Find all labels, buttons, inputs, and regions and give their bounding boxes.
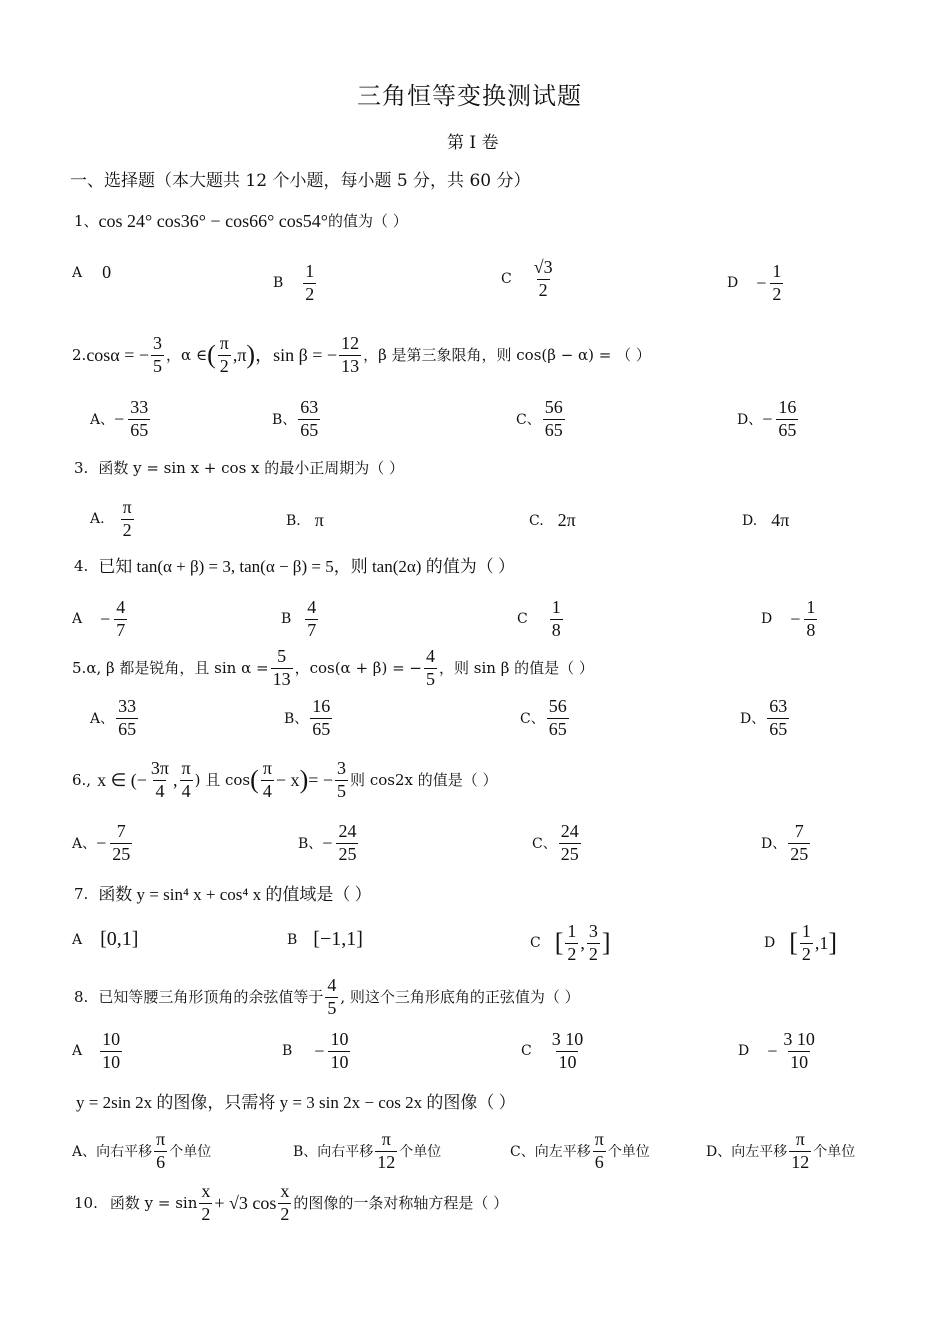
fraction: $\frac{x}{2}$ xyxy=(201,1181,211,1224)
fraction: $\frac{3}{5}$ xyxy=(153,333,163,376)
option-b[interactable]: B $\frac{1}{2}$ xyxy=(273,261,315,304)
fraction: $\frac{x}{2}$ xyxy=(280,1181,290,1224)
question-1 xyxy=(74,212,408,230)
option-c[interactable]: C、 $\frac{56}{65}$ xyxy=(520,696,567,739)
fraction: $\frac{7}{25}$ xyxy=(112,821,131,864)
fraction: $\frac{1}{2}$ xyxy=(305,261,315,304)
option-a[interactable]: A、 − $\frac{7}{25}$ xyxy=(72,821,131,864)
option-a[interactable]: A $\frac{10}{10}$ xyxy=(72,1029,121,1072)
question-10: 10. 函数 y = sin $\frac{x}{2}$ + √3 cos $\frac{x}{2}$ 的图像的一条对称轴方程是（ ） xyxy=(74,1181,509,1224)
option-d[interactable]: D − $\frac{1}{8}$ xyxy=(761,597,816,640)
fraction: $\frac{1}{2}$ xyxy=(567,921,577,964)
fraction: $\frac{\pi}{6}$ xyxy=(594,1129,604,1172)
fraction: $\frac{16}{65}$ xyxy=(312,696,331,739)
option-b[interactable]: B、 − $\frac{24}{25}$ xyxy=(298,821,357,864)
option-d[interactable]: D. 4π xyxy=(742,510,790,530)
option-a[interactable]: A、向右平移 $\frac{\pi}{6}$ 个单位 xyxy=(72,1129,212,1172)
question-5: 5. α, β 都是锐角，且 sin α = $\frac{5}{13}$ ，cos(α + β) = − $\frac{4}{5}$ ，则 sin β 的值是（ ） xyxy=(72,646,594,689)
page-title: 三角恒等变换测试题 xyxy=(357,82,582,110)
option-d[interactable]: D [ $\frac{1}{2}$ ,1 ] xyxy=(764,921,838,964)
fraction: $\frac{\pi}{12}$ xyxy=(377,1129,396,1172)
fraction: $\frac{10}{10}$ xyxy=(330,1029,349,1072)
option-c[interactable]: C $\frac{3 10}{10}$ xyxy=(521,1029,584,1072)
fraction: $\frac{\pi}{2}$ xyxy=(122,497,132,540)
fraction: $\frac{1}{2}$ xyxy=(772,261,782,304)
option-a[interactable]: A − $\frac{4}{7}$ xyxy=(72,597,126,640)
option-a[interactable]: A [0,1] xyxy=(72,928,139,950)
question-number: 1、 xyxy=(74,211,99,230)
option-c[interactable]: C、 $\frac{56}{65}$ xyxy=(516,397,563,440)
fraction: $\frac{63}{65}$ xyxy=(769,696,788,739)
option-d[interactable]: D、 $\frac{7}{25}$ xyxy=(761,821,809,864)
option-d[interactable]: D、 − $\frac{16}{65}$ xyxy=(737,397,797,440)
fraction: $\frac{33}{65}$ xyxy=(118,696,137,739)
option-a[interactable]: A 0 xyxy=(72,262,112,282)
fraction: $\frac{\pi}{4}$ xyxy=(181,758,191,801)
fraction: $\frac{33}{65}$ xyxy=(130,397,149,440)
fraction: $\frac{4}{5}$ xyxy=(426,646,435,689)
fraction: $\frac{3 10}{10}$ xyxy=(783,1029,815,1072)
option-b[interactable]: B、 $\frac{16}{65}$ xyxy=(284,696,331,739)
option-c[interactable]: C $\frac{√3}{2}$ xyxy=(501,257,553,300)
question-9: y = 2sin 2x 的图像，只需将 y = 3 sin 2x − cos 2x 的图像（ ） xyxy=(76,1093,516,1112)
fraction: $\frac{56}{65}$ xyxy=(548,696,567,739)
option-d[interactable]: D、 $\frac{63}{65}$ xyxy=(740,696,788,739)
option-c[interactable]: C、 $\frac{24}{25}$ xyxy=(532,821,579,864)
fraction: $\frac{\pi}{4}$ xyxy=(262,758,272,801)
fraction: $\frac{4}{7}$ xyxy=(116,597,126,640)
option-b[interactable]: B、 $\frac{63}{65}$ xyxy=(272,397,319,440)
option-a[interactable]: A、 $\frac{33}{65}$ xyxy=(90,696,137,739)
question-4: 4. 已知 tan(α + β) = 3, tan(α − β) = 5，则 tan(2α) 的值为（ ） xyxy=(74,557,515,576)
option-c[interactable]: C、向左平移 $\frac{\pi}{6}$ 个单位 xyxy=(510,1129,650,1172)
fraction: $\frac{4}{7}$ xyxy=(307,597,317,640)
fraction: $\frac{4}{5}$ xyxy=(327,975,337,1018)
fraction: $\frac{3 10}{10}$ xyxy=(551,1029,584,1072)
question-6: 6., x ∈ (− $\frac{3\pi}{4}$ , $\frac{\pi}{4}$ ) 且 cos ( $\frac{\pi}{4}$ − x ) = − $\frac{3}{5}$ 则 cos2x 的值是（ ） xyxy=(72,758,498,801)
option-d[interactable]: D、向左平移 $\frac{\pi}{12}$ 个单位 xyxy=(706,1129,856,1172)
fraction: $\frac{5}{13}$ xyxy=(272,646,291,689)
question-7: 7. 函数 y = sin⁴ x + cos⁴ x 的值域是（ ） xyxy=(74,885,372,904)
option-a[interactable]: A、 − $\frac{33}{65}$ xyxy=(90,397,149,440)
option-b[interactable]: B [−1,1] xyxy=(287,928,363,950)
fraction: $\frac{\pi}{6}$ xyxy=(156,1129,166,1172)
fraction: $\frac{56}{65}$ xyxy=(544,397,563,440)
fraction: $\frac{1}{2}$ xyxy=(801,921,811,964)
option-d[interactable]: D − $\frac{1}{2}$ xyxy=(727,261,782,304)
option-b[interactable]: B − $\frac{10}{10}$ xyxy=(282,1029,349,1072)
option-c[interactable]: C [ $\frac{1}{2}$ , $\frac{3}{2}$ ] xyxy=(530,921,611,964)
option-d[interactable]: D − $\frac{3 10}{10}$ xyxy=(738,1029,815,1072)
fraction: $\frac{\pi}{12}$ xyxy=(791,1129,810,1172)
option-b[interactable]: B、向右平移 $\frac{\pi}{12}$ 个单位 xyxy=(293,1129,442,1172)
question-8: 8. 已知等腰三角形顶角的余弦值等于 $\frac{4}{5}$ , 则这个三角形底角的正弦值为（ ） xyxy=(74,975,580,1018)
fraction: $\frac{3}{5}$ xyxy=(337,758,347,801)
question-3: 3. 函数 y = sin x + cos x 的最小正周期为（ ） xyxy=(74,459,405,477)
volume-label: 第 I 卷 xyxy=(447,133,499,153)
option-b[interactable]: B $\frac{4}{7}$ xyxy=(281,597,317,640)
fraction: $\frac{16}{65}$ xyxy=(778,397,797,440)
fraction: $\frac{24}{25}$ xyxy=(338,821,357,864)
option-a[interactable]: A. $\frac{\pi}{2}$ xyxy=(90,497,132,540)
fraction: $\frac{3}{2}$ xyxy=(588,921,598,964)
fraction: $\frac{3\pi}{4}$ xyxy=(150,758,170,801)
fraction: $\frac{12}{13}$ xyxy=(341,333,360,376)
question-2: 2. cosα = − $\frac{3}{5}$ ，α ∈ ( $\frac{\pi}{2}$ ,π ) ，sin β = − $\frac{12}{13}$ ，β 是第三象限角，则 cos(β − α) = （ ） xyxy=(72,333,651,376)
fraction: $\frac{1}{8}$ xyxy=(551,597,561,640)
fraction: $\frac{63}{65}$ xyxy=(300,397,319,440)
fraction: $\frac{7}{25}$ xyxy=(790,821,809,864)
fraction: $\frac{24}{25}$ xyxy=(560,821,579,864)
fraction: $\frac{√3}{2}$ xyxy=(533,257,553,300)
section-heading: 一、选择题（本大题共 12 个小题，每小题 5 分，共 60 分） xyxy=(70,171,531,191)
option-c[interactable]: C. 2π xyxy=(529,510,576,530)
question-tail: 的值为（ ） xyxy=(327,211,408,230)
fraction: $\frac{\pi}{2}$ xyxy=(219,333,229,376)
fraction: $\frac{1}{8}$ xyxy=(806,597,816,640)
fraction: $\frac{10}{10}$ xyxy=(102,1029,121,1072)
question-expression: cos 24° cos36° − cos66° cos54° xyxy=(98,211,328,231)
option-b[interactable]: B. π xyxy=(286,510,324,530)
option-c[interactable]: C $\frac{1}{8}$ xyxy=(517,597,561,640)
